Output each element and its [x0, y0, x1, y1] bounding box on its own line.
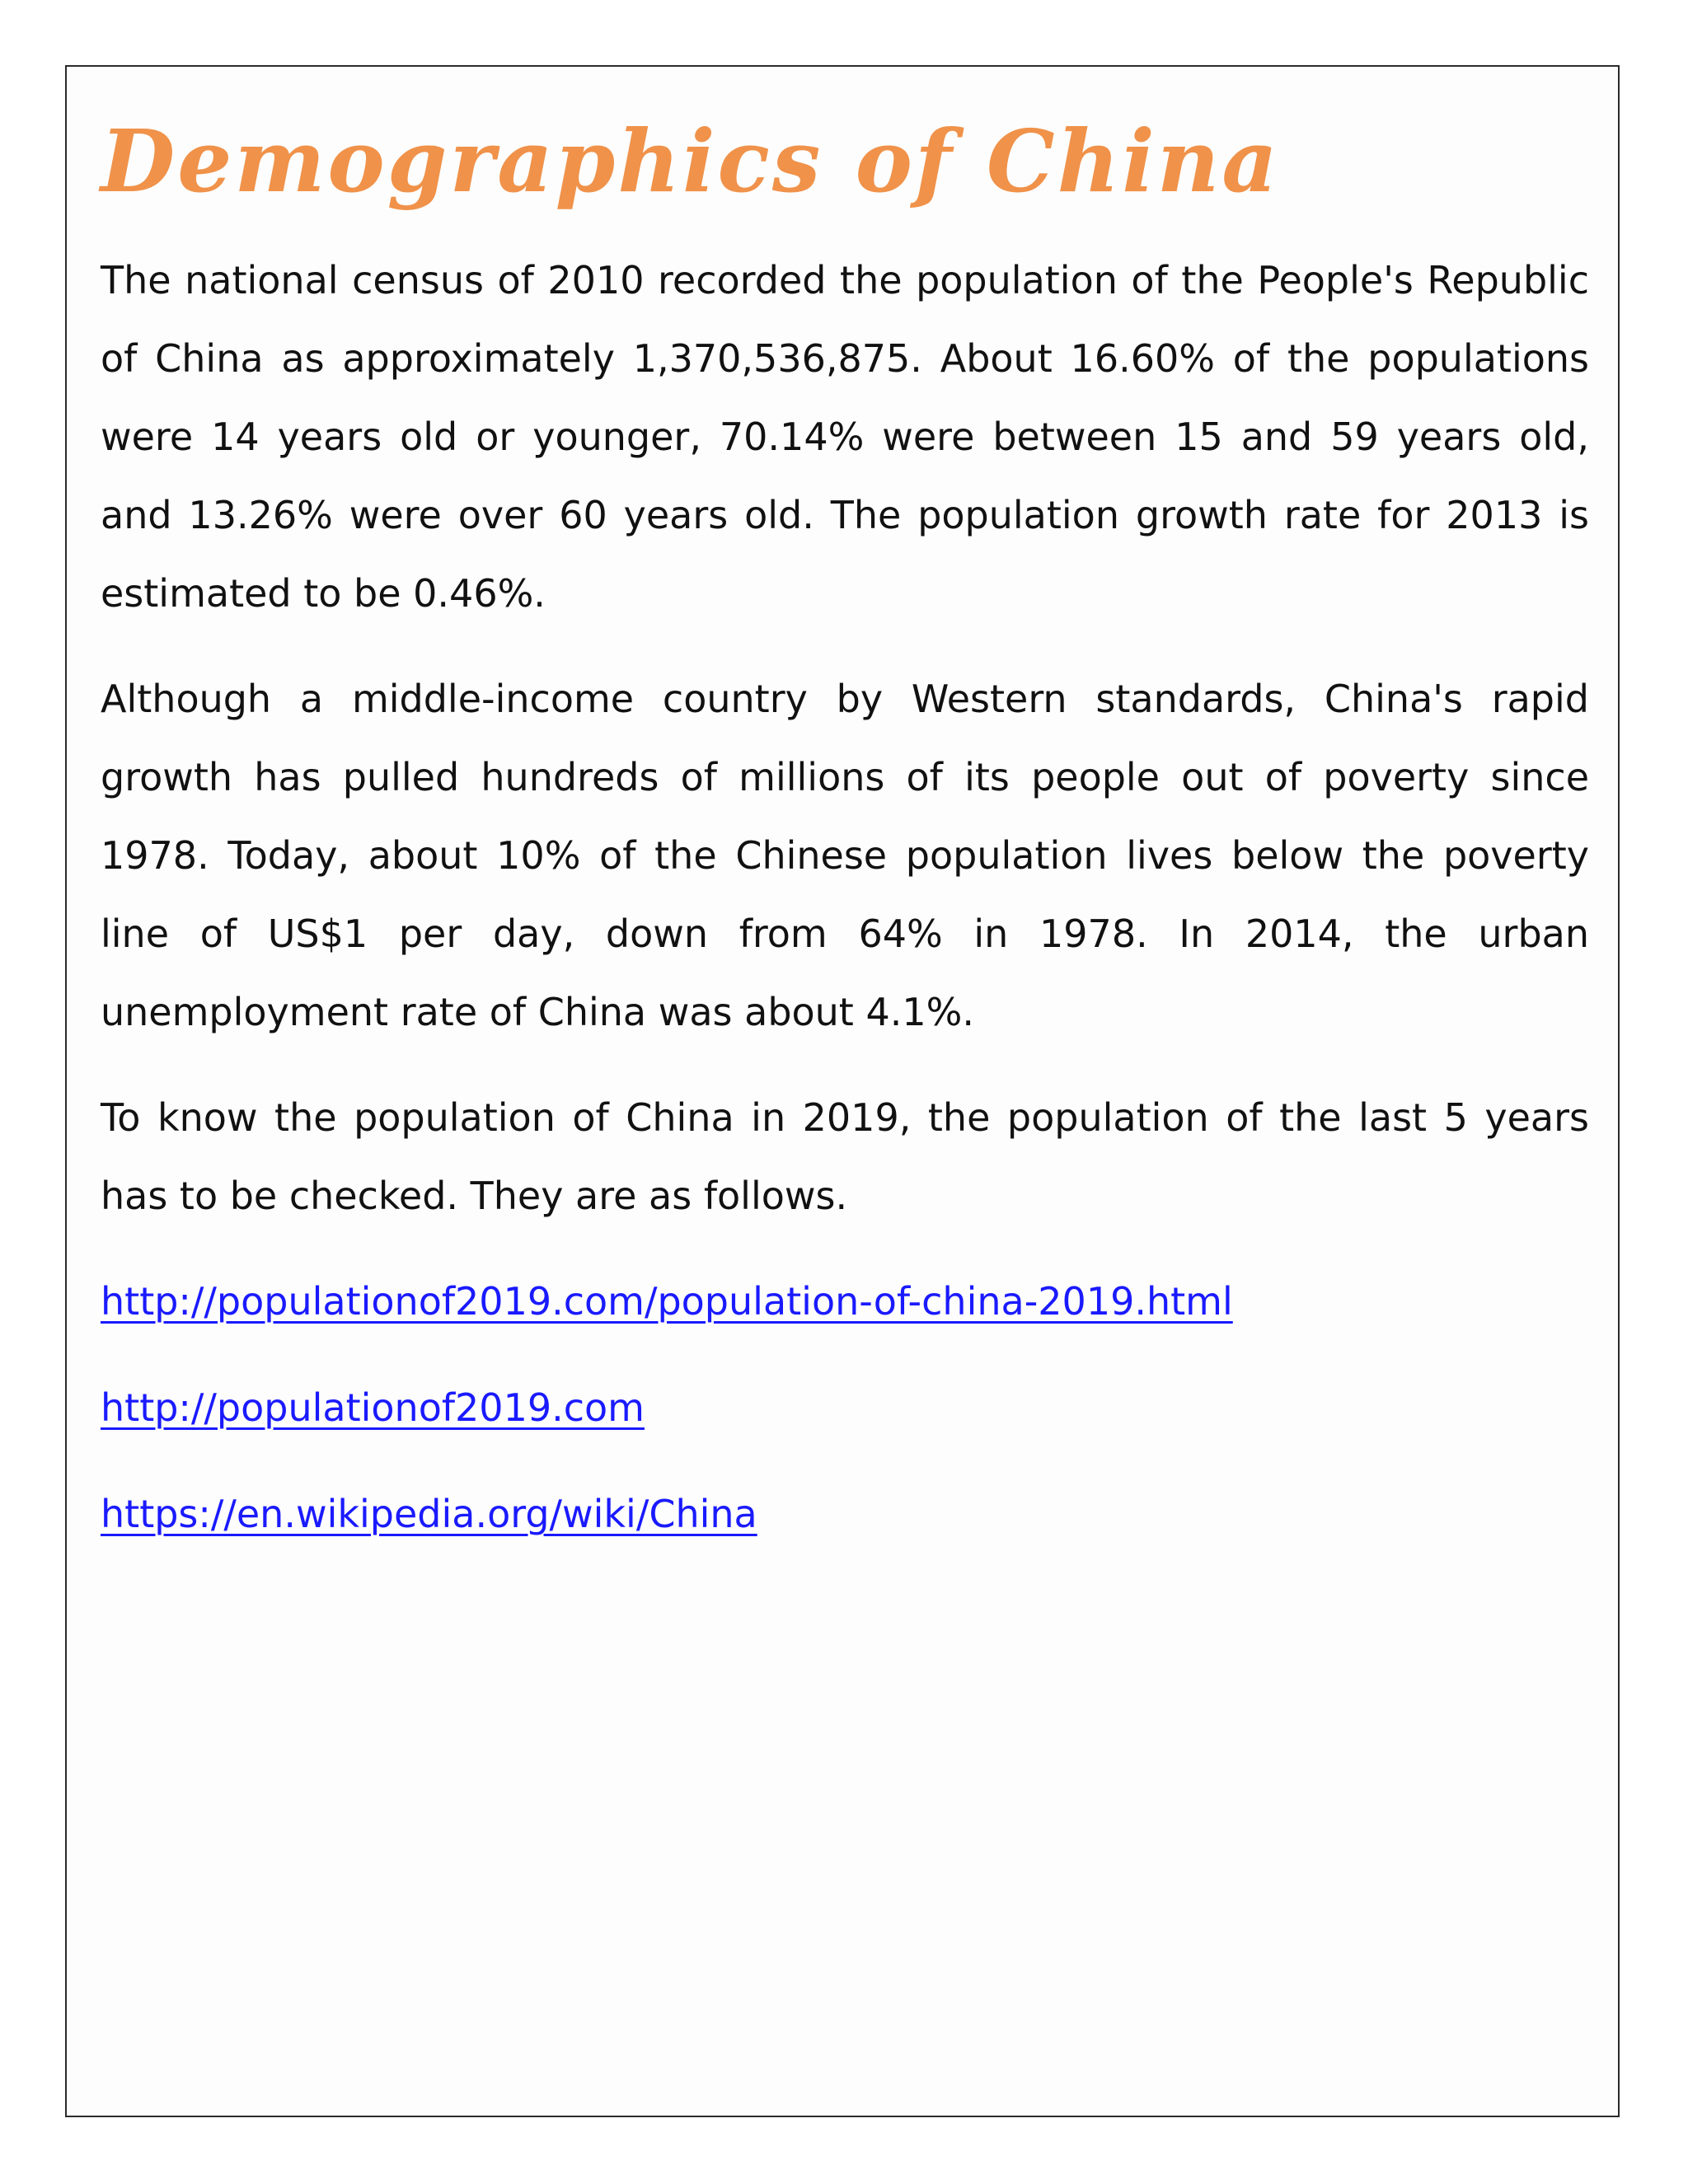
link-populationof2019[interactable]: http://populationof2019.com [101, 1385, 645, 1430]
paragraph-census: The national census of 2010 recorded the population of the People's Republic of China as approximately 1,370,536,875. About 16.60% of the populations were 14 years old or younger, 70.14% were between 15 and 59 years old, and 13.26% were over 60 years old. The population growth rate for 2013 is estimated to be 0.46%. [101, 258, 1589, 616]
link-population-of-china-2019[interactable]: http://populationof2019.com/population-of-china-2019.html [101, 1279, 1233, 1324]
paragraph-population-2019: To know the population of China in 2019, the population of the last 5 years has to be checked. They are as follows. [101, 1095, 1589, 1218]
reference-links [101, 1263, 1589, 1554]
page-title: Demographics of China [101, 110, 1280, 212]
paragraph-poverty: Although a middle-income country by Western standards, China's rapid growth has pulled hundreds of millions of its people out of poverty since 1978. Today, about 10% of the Chinese population lives below the poverty line of US$1 per day, down from 64% in 1978. In 2014, the urban unemployment rate of China was about 4.1%. [101, 677, 1589, 1034]
page-frame [65, 65, 1620, 2117]
document-body [101, 100, 1589, 1582]
link-wikipedia-china[interactable]: https://en.wikipedia.org/wiki/China [101, 1492, 757, 1536]
